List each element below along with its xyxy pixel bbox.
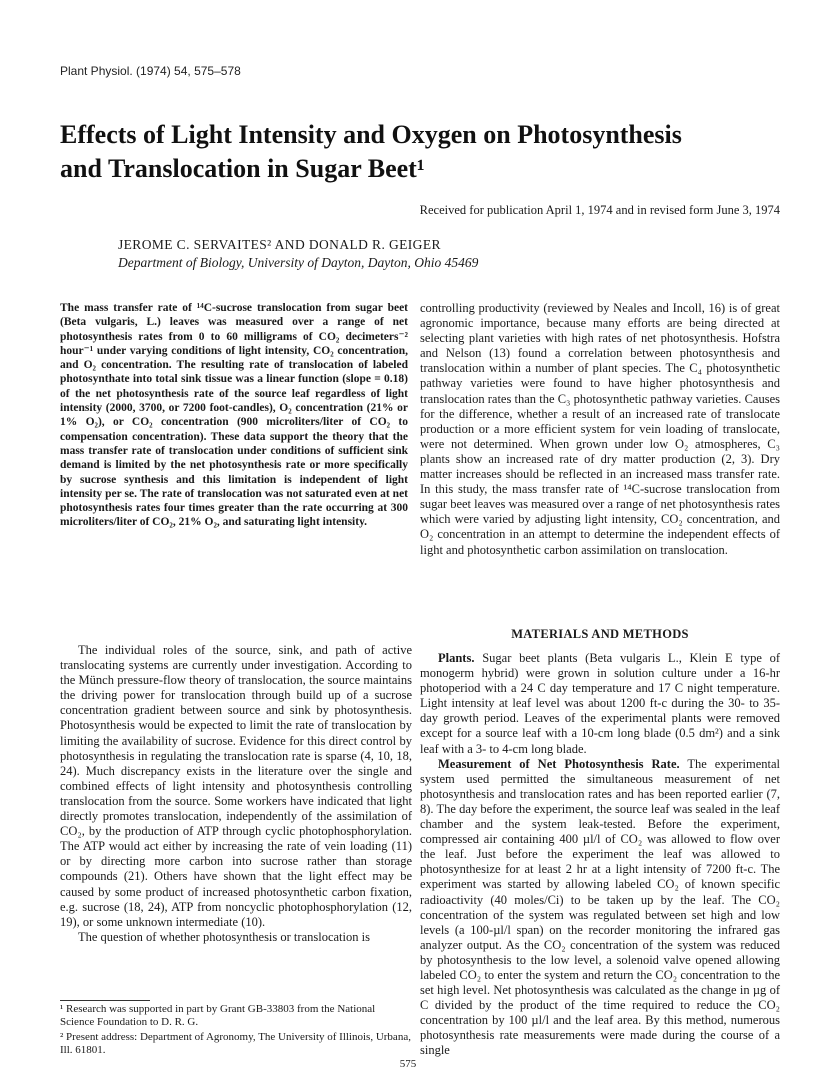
measurement-text: The experimental system used permitted the simultaneous measurement of net photosynthesis and translocation rates and has been reported earlier (7, 8). The day before the experiment, the source leaf was sealed in the leaf chamber and the system leak-tested. Before the experiment, compressed air containing 400 µl/l of CO₂ was allowed to flow over the leaf. Just before the experiment the leaf was allowed to photosynthesize for at least 2 hr at a light intensity of 7200 ft-c. The experiment was started by allowing labeled CO₂ of known specific radioactivity (40 moles/Ci) to be taken up by the leaf. The CO₂ concentration of the system was regulated between set high and low levels (a 100-µl/l span) on the recorder monitoring the infrared gas analyzer output. As the CO₂ concentration of the system was reduced by photosynthesis to the low level, a solenoid valve opened allowing labeled CO₂ to enter the system and return the CO₂ concentration to the set high level. Net photosynthesis was calculated as the change in µg of C divided by the product of the time required to reduce the CO₂ concentration by 100 µl/l and the leaf area. By this method, numerous photosynthesis rate measurements were made during the course of a single	[420, 756, 780, 1058]
footnotes	[60, 1003, 412, 1059]
intro-continued	[420, 301, 780, 558]
intro-paragraph-3: controlling productivity (reviewed by Neales and Incoll, 16) is of great agronomic importance, because many efforts are being directed at selecting plant varieties with high rates of net photosynthesis. Hofstra and Nelson (13) found a correlation between photosynthesis and translocation within a number of plant species. The C₄ photosynthetic pathway varieties were found to have higher photosynthesis and translocation rates than the C₃ photosynthetic pathway varieties. Causes for the difference, whether a result of an increased rate of translocate production or a more efficient system for vein loading of translocate, were not determined. When grown under low O₂ atmospheres, C₃ plants show an increased rate of dry matter production (2, 3). Dry matter increases should be reflected in an increased mass transfer rate. In this study, the mass transfer rate of ¹⁴C-sucrose translocation from sugar beet leaves was measured over a range of net photosynthesis rates which were varied by adjusting light intensity, CO₂ concentration, and O₂ concentration in an attempt to determine the independent effects of light and photosynthetic carbon assimilation on translocation.	[420, 301, 780, 557]
footnote-1: ¹ Research was supported in part by Grant GB-33803 from the National Science Foundation to D. R. G.	[60, 1003, 376, 1029]
affiliation: Department of Biology, University of Dayton, Dayton, Ohio 45469	[118, 255, 479, 270]
title-line-2: and Translocation in Sugar Beet¹	[60, 154, 425, 183]
footnote-2: ² Present address: Department of Agronomy, The University of Illinois, Urbana, Ill. 61801.	[60, 1030, 411, 1057]
authors: JEROME C. SERVAITES² AND DONALD R. GEIGER	[118, 237, 441, 252]
page-number: 575	[399, 1058, 417, 1070]
received-date: Received for publication April 1, 1974 and in revised form June 3, 1974	[419, 203, 780, 217]
footnote-rule	[60, 1000, 150, 1001]
measurement-paragraph	[420, 757, 780, 1059]
abstract: The mass transfer rate of ¹⁴C-sucrose translocation from sugar beet (Beta vulgaris, L.) leaves was measured over a range of net photosynthesis rates from 0 to 60 milligrams of CO₂ decimeters⁻² hour⁻¹ under varying conditions of light intensity, CO₂ concentration, and O₂ concentration. The resulting rate of translocation of labeled photosynthate into total sink tissue was a linear function (slope = 0.18) of the net photosynthesis rate of the source leaf regardless of light intensity (2000, 3700, or 7200 foot-candles), O₂ concentration (21% or 1% O₂), or CO₂ concentration (900 microliters/liter of CO₂ to compensation concentration). These data support the theory that the mass transfer rate of translocation under conditions of sufficient sink demand is limited by the net photosynthesis rate or more specifically by sucrose synthesis and this limitation is independent of light intensity per se. The rate of translocation was not saturated even at net photosynthesis rates four times greater than the rate occurring at 300 microliters/liter of CO₂, 21% O₂, and saturating light intensity.	[60, 302, 408, 529]
plants-paragraph	[420, 651, 780, 757]
journal-citation: Plant Physiol. (1974) 54, 575–578	[60, 64, 241, 78]
introduction	[60, 643, 412, 945]
intro-paragraph-1: The individual roles of the source, sink, and path of active translocating systems are currently under investigation. According to the Münch pressure-flow theory of translocation, the source maintains the driving power for translocation through build up of a sucrose concentration gradient between source and sink by photosynthesis. Photosynthesis would be expected to limit the rate of translocation by limiting the availability of sucrose. Evidence for this direct control by photosynthesis in regulating the translocation rate is sparse (4, 10, 18, 24). Much discrepancy exists in the literature over the single and combined effects of light intensity and photosynthesis controlling translocation from the source. Some workers have indicated that light directly promotes translocation, independently of the assimilation of CO₂, by the production of ATP through cyclic photophosphorylation. The ATP would act either by increasing the rate of vein loading (11) or by directing more carbon into sucrose rather than storage compounds (21). Others have shown that the light effect may be caused by some product of increased photosynthetic carbon fixation, e.g. sucrose (18, 24), ATP from noncyclic photophosphorylation (12, 19), or some unknown intermediate (10).	[60, 643, 412, 929]
article-title	[60, 118, 780, 186]
intro-paragraph-2: The question of whether photosynthesis or translocation is	[78, 929, 370, 944]
plants-text: Sugar beet plants (Beta vulgaris L., Klein E type of monogerm hybrid) were grown in solution culture under a 16-hr photoperiod with a 24 C day temperature and 17 C night temperature. Light intensity at leaf level was about 1200 ft-c during the 30- to 35-day growth period. Leaves of the experimental plants were removed except for a source leaf with a 10-cm long blade (0.5 dm²) and a sink leaf with a 3- to 4-cm long blade.	[420, 651, 781, 756]
plants-runin-heading: Plants.	[438, 651, 475, 665]
title-line-1: Effects of Light Intensity and Oxygen on Photosynthesis	[60, 120, 682, 149]
measurement-runin-heading: Measurement of Net Photosynthesis Rate.	[438, 756, 680, 771]
methods-body	[420, 651, 780, 1059]
section-heading-methods: MATERIALS AND METHODS	[511, 627, 689, 641]
